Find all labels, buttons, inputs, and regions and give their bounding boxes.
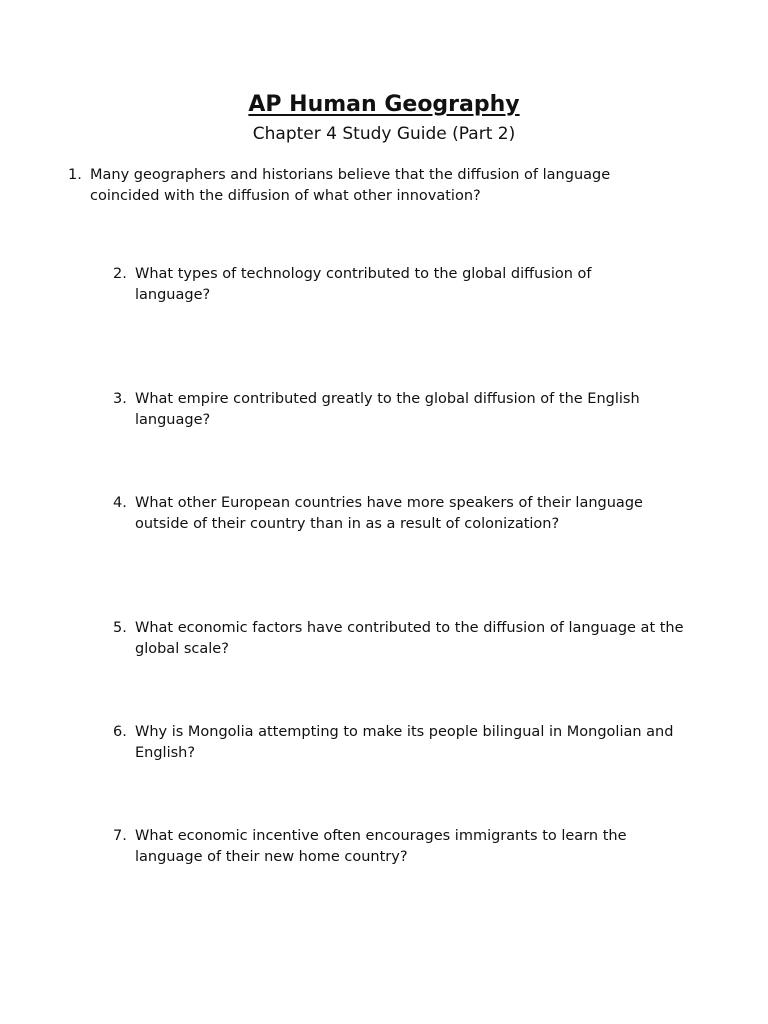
question-text: What economic factors have contributed to the diffusion of language at the global scale?: [135, 620, 684, 657]
question-7: [113, 826, 673, 868]
question-text: What empire contributed greatly to the global diffusion of the English language?: [135, 391, 640, 428]
question-text: What other European countries have more speakers of their language outside of their country than in as a result of colonization?: [135, 495, 643, 532]
question-2: [113, 264, 653, 306]
question-3: [113, 389, 683, 431]
question-number: 5.: [113, 620, 127, 636]
question-text: What economic incentive often encourages immigrants to learn the language of their new home country?: [135, 828, 627, 865]
question-text: Many geographers and historians believe that the diffusion of language coincided with the diffusion of what other innovation?: [90, 167, 611, 204]
question-number: 1.: [68, 167, 82, 183]
question-text: What types of technology contributed to the global diffusion of language?: [135, 266, 592, 303]
question-4: [113, 493, 683, 535]
page-title: AP Human Geography: [248, 92, 520, 117]
question-number: 7.: [113, 828, 127, 844]
question-number: 4.: [113, 495, 127, 511]
question-text: Why is Mongolia attempting to make its people bilingual in Mongolian and English?: [135, 724, 674, 761]
question-number: 2.: [113, 266, 127, 282]
question-number: 3.: [113, 391, 127, 407]
question-1: [68, 165, 648, 207]
question-5: [113, 618, 688, 660]
page-subtitle: Chapter 4 Study Guide (Part 2): [252, 124, 516, 144]
question-6: [113, 722, 683, 764]
question-number: 6.: [113, 724, 127, 740]
